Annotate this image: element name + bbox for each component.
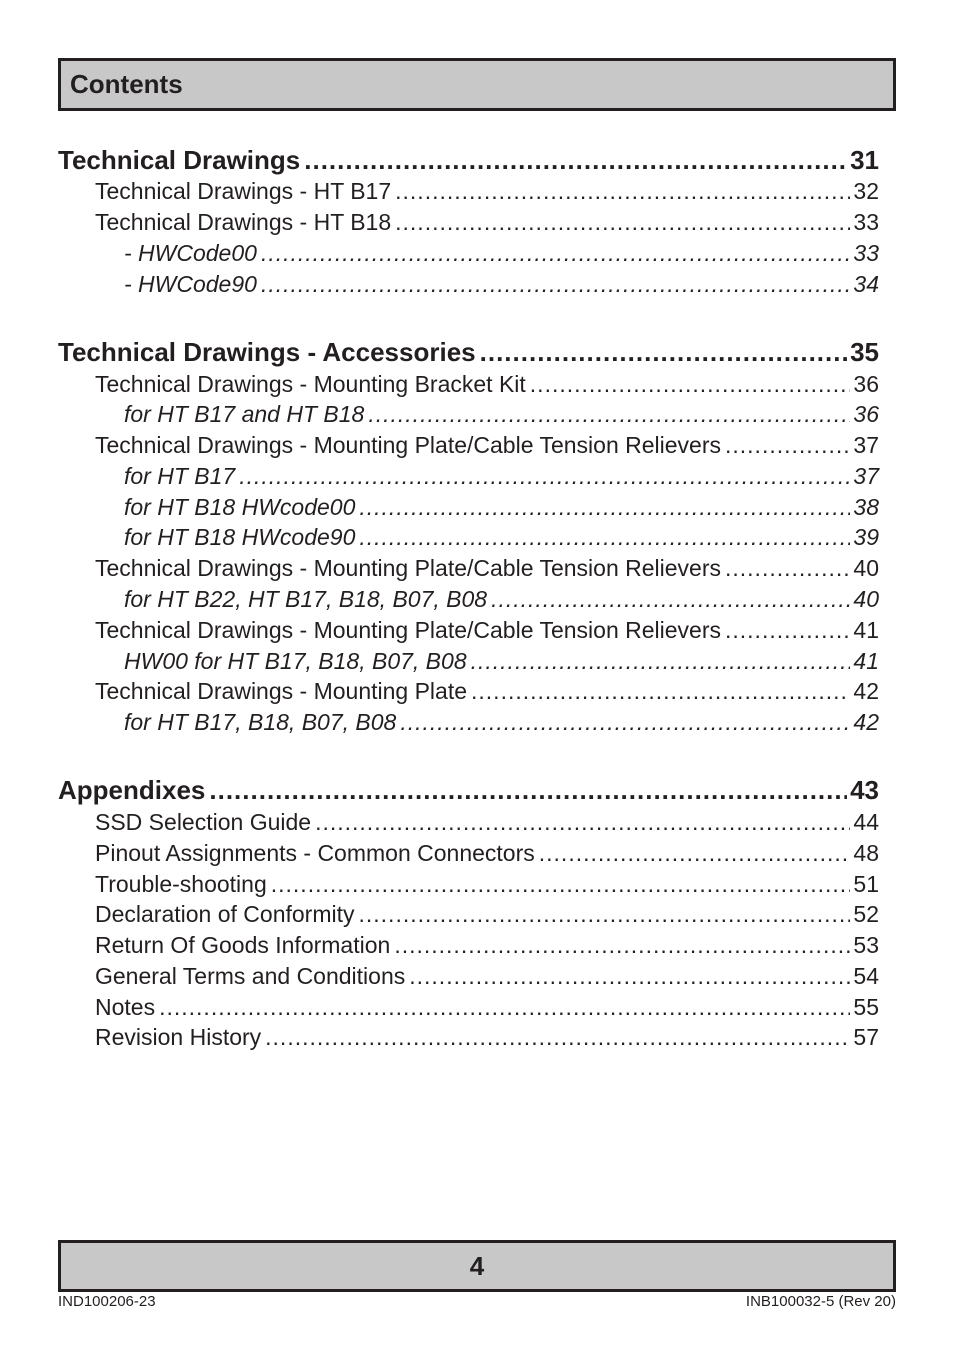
toc-item[interactable] [95,555,879,582]
dot-leader [491,586,850,613]
toc-item[interactable] [95,1024,879,1051]
page-number: 4 [469,1251,485,1281]
page-title: Contents [70,69,183,99]
toc-section-appendixes[interactable] [58,775,879,805]
dot-leader [530,371,851,398]
toc-item[interactable] [95,901,879,928]
toc-item-label: for HT B17 [124,463,236,489]
toc-item-label: for HT B22, HT B17, B18, B07, B08 [124,586,488,612]
toc-subitem[interactable] [124,524,879,551]
dot-leader [261,271,850,298]
dot-leader [471,648,851,675]
toc-item[interactable] [95,809,879,836]
toc-item[interactable] [95,840,879,867]
toc-page-number: 34 [853,271,879,297]
toc-section-label: Appendixes [58,775,206,805]
toc-item[interactable] [95,432,879,459]
toc-subitem[interactable] [124,648,879,675]
dot-leader [359,901,851,928]
toc-item-label: Technical Drawings - HT B17 [95,178,392,204]
toc-section-label: Technical Drawings - Accessories [58,337,476,367]
toc-item-label: HW00 for HT B17, B18, B07, B08 [124,648,467,674]
toc-page-number: 55 [853,994,879,1020]
toc-item-label: for HT B17 and HT B18 [124,401,365,427]
toc-item-label: for HT B18 HWcode00 [124,494,356,520]
toc-page-number: 37 [853,432,879,458]
dot-leader [239,463,850,490]
toc-item[interactable] [95,209,879,236]
dot-leader [395,178,850,205]
toc-item-label: Technical Drawings - Mounting Plate/Cable Tension Relievers [95,617,721,643]
document-id-left: IND100206-23 [58,1293,156,1310]
dot-leader [725,432,850,459]
toc-page-number: 37 [853,463,879,489]
toc-page-number: 40 [853,586,879,612]
toc-item-label: Return Of Goods Information [95,932,391,958]
toc-section-technical-drawings[interactable] [58,145,879,175]
toc-item-label: - HWCode00 [124,240,257,266]
toc-page-number: 57 [853,1024,879,1050]
dot-leader [409,963,850,990]
toc-page-number: 32 [853,178,879,204]
toc-subitem[interactable] [124,240,879,267]
toc-item-label: Technical Drawings - Mounting Plate/Cable Tension Relievers [95,555,721,581]
toc-subitem[interactable] [124,463,879,490]
toc-subitem[interactable] [124,401,879,428]
dot-leader [265,1024,850,1051]
toc-page-number: 36 [853,371,879,397]
toc-page-number: 39 [853,524,879,550]
contents-header-bar [58,58,896,111]
toc-subitem[interactable] [124,586,879,613]
toc-item[interactable] [95,617,879,644]
toc-item[interactable] [95,178,879,205]
dot-leader [209,775,847,805]
toc-item-label: Technical Drawings - HT B18 [95,209,392,235]
toc-page-number: 51 [853,871,879,897]
toc-item-label: Trouble-shooting [95,871,267,897]
toc-page-number: 33 [853,240,879,266]
toc-item-label: Technical Drawings - Mounting Plate [95,678,468,704]
toc-item[interactable] [95,963,879,990]
toc-page-number: 42 [853,709,879,735]
toc-item[interactable] [95,678,879,705]
toc-page-number: 48 [853,840,879,866]
toc-item-label: SSD Selection Guide [95,809,312,835]
toc-page-number: 52 [853,901,879,927]
dot-leader [539,840,851,867]
dot-leader [315,809,850,836]
dot-leader [394,932,850,959]
dot-leader [480,337,847,367]
toc-page-number: 36 [853,401,879,427]
toc-item[interactable] [95,371,879,398]
footer-bar [58,1240,896,1292]
toc-page-number: 31 [850,145,879,175]
dot-leader [159,994,850,1021]
toc-item-label: General Terms and Conditions [95,963,406,989]
toc-item-label: Declaration of Conformity [95,901,355,927]
toc-item-label: for HT B17, B18, B07, B08 [124,709,397,735]
dot-leader [368,401,850,428]
dot-leader [271,871,851,898]
toc-page-number: 54 [853,963,879,989]
toc-item-label: Pinout Assignments - Common Connectors [95,840,535,866]
toc-page-number: 40 [853,555,879,581]
toc-page-number: 35 [850,337,879,367]
dot-leader [359,494,850,521]
toc-subitem[interactable] [124,709,879,736]
dot-leader [725,555,850,582]
document-id-right: INB100032-5 (Rev 20) [745,1293,896,1310]
toc-subitem[interactable] [124,494,879,521]
toc-page-number: 42 [853,678,879,704]
toc-item[interactable] [95,871,879,898]
dot-leader [400,709,850,736]
toc-page-number: 41 [853,617,879,643]
toc-section-accessories[interactable] [58,337,879,367]
dot-leader [471,678,850,705]
toc-page-number: 44 [853,809,879,835]
dot-leader [304,145,847,175]
toc-item-label: Notes [95,994,156,1020]
toc-item[interactable] [95,994,879,1021]
toc-page-number: 38 [853,494,879,520]
toc-item-label: Revision History [95,1024,262,1050]
toc-item-label: Technical Drawings - Mounting Plate/Cable Tension Relievers [95,432,721,458]
toc-item-label: - HWCode90 [124,271,257,297]
dot-leader [261,240,850,267]
toc-subitem[interactable] [124,271,879,298]
toc-section-label: Technical Drawings [58,145,301,175]
toc-page-number: 43 [850,775,879,805]
toc-page-number: 41 [853,648,879,674]
dot-leader [725,617,850,644]
toc-item-label: Technical Drawings - Mounting Bracket Kit [95,371,526,397]
toc-page-number: 33 [853,209,879,235]
toc-item-label: for HT B18 HWcode90 [124,524,356,550]
toc-page-number: 53 [853,932,879,958]
toc-item[interactable] [95,932,879,959]
dot-leader [359,524,850,551]
dot-leader [395,209,850,236]
